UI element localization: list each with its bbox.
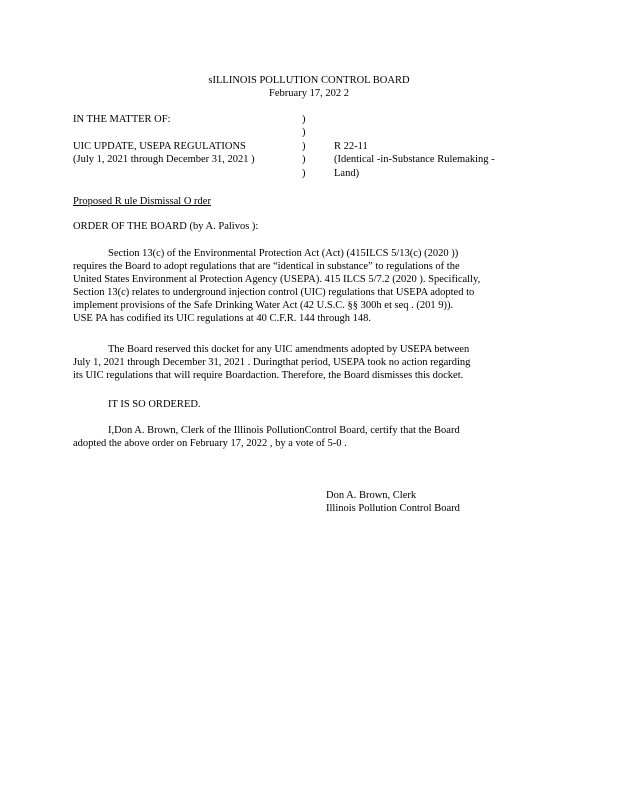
paragraph-line: Section 13(c) relates to underground injection control (UIC) regulations that USEPA adopted to — [73, 287, 475, 298]
docket-description-line1: (Identical -in-Substance Rulemaking - — [334, 154, 495, 165]
caption-paren: ) — [302, 141, 306, 152]
docket-number: R 22-11 — [334, 141, 368, 152]
paragraph-1 — [73, 247, 541, 325]
caption-paren: ) — [302, 168, 306, 179]
case-title-line1: UIC UPDATE, USEPA REGULATIONS — [73, 141, 246, 152]
document-type: Proposed R ule Dismissal O rder — [73, 196, 211, 207]
paragraph-line: USE PA has codified its UIC regulations at 40 C.F.R. 144 through 148. — [73, 313, 372, 324]
paragraph-line: implement provisions of the Safe Drinking Water Act (42 U.S.C. §§ 300h et seq . (201 9)). — [73, 300, 454, 311]
caption-paren: ) — [302, 114, 306, 125]
paragraph-line: Section 13(c) of the Environmental Protection Act (Act) (415ILCS 5/13(c) (2020 )) — [108, 248, 459, 259]
paragraph-line: United States Environment al Protection Agency (USEPA). 415 ILCS 5/7.2 (2020 ). Specifically, — [73, 274, 481, 285]
paragraph-2 — [73, 343, 541, 382]
clerk-certification — [73, 424, 541, 450]
signature-organization: Illinois Pollution Control Board — [326, 503, 460, 514]
case-title-line2: (July 1, 2021 through December 31, 2021 ) — [73, 154, 255, 165]
caption-paren: ) — [302, 154, 306, 165]
signature-name: Don A. Brown, Clerk — [326, 490, 417, 501]
order-heading: ORDER OF THE BOARD (by A. Palivos ): — [73, 221, 259, 232]
paragraph-line: July 1, 2021 through December 31, 2021 . Duringthat period, USEPA took no action regarding — [73, 357, 471, 368]
board-name: sILLINOIS POLLUTION CONTROL BOARD — [208, 75, 410, 86]
caption-paren: ) — [302, 127, 306, 138]
paragraph-line: I,Don A. Brown, Clerk of the Illinois PollutionControl Board, certify that the Board — [108, 425, 460, 436]
in-the-matter: IN THE MATTER OF: — [73, 114, 171, 125]
order-date: February 17, 202 2 — [269, 88, 349, 99]
paragraph-line: The Board reserved this docket for any UIC amendments adopted by USEPA between — [108, 344, 470, 355]
paragraph-line: its UIC regulations that will require Boardaction. Therefore, the Board dismisses this docket. — [73, 370, 464, 381]
paragraph-line: requires the Board to adopt regulations that are “identical in substance” to regulations of the — [73, 261, 460, 272]
so-ordered: IT IS SO ORDERED. — [108, 399, 201, 410]
paragraph-line: adopted the above order on February 17, 2022 , by a vote of 5-0 . — [73, 438, 347, 449]
docket-description-line2: Land) — [334, 168, 360, 179]
